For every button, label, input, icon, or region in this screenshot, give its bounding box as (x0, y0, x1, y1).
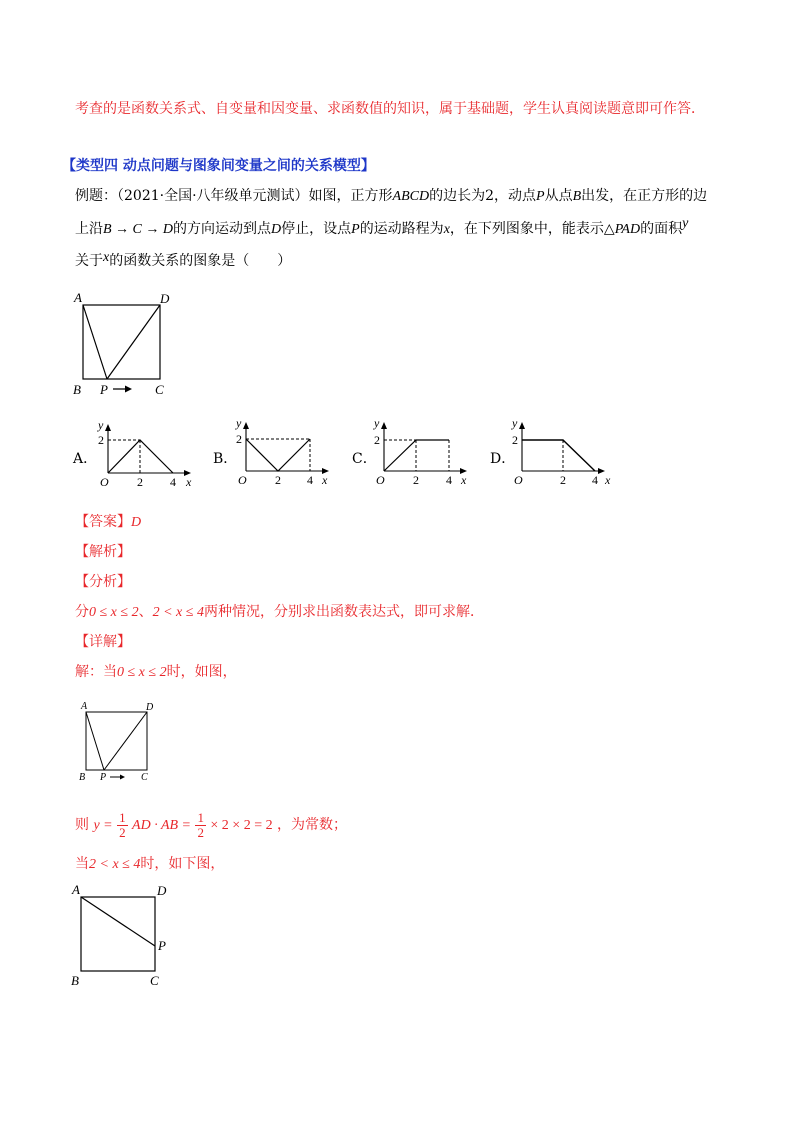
y-axis-arrow (381, 422, 387, 429)
tick-label-2: 2 (137, 475, 143, 489)
x-axis-arrow (598, 468, 605, 474)
square-figure-2 (76, 698, 162, 784)
segment-ap (86, 712, 104, 770)
option-c-letter: C． (352, 451, 377, 467)
axis-label-x: x (605, 473, 611, 487)
square-outline (81, 897, 155, 971)
problem-math: P (536, 189, 545, 204)
problem-text: ，在下列图象中，能表示△ (449, 221, 615, 237)
problem-text: 的方向运动到点 (173, 221, 271, 237)
tick-label-4: 4 (307, 473, 313, 487)
tick-label-4: 4 (170, 475, 176, 489)
fraction-denominator: 2 (119, 824, 126, 840)
tick-label-4: 4 (446, 473, 452, 487)
graph-option-a (92, 415, 202, 490)
problem-math: B (572, 189, 582, 204)
detail-text: 时，如下图， (140, 856, 225, 872)
graph-option-b (230, 413, 340, 488)
section-title: 【类型四 动点问题与图象间变量之间的关系模型】 (62, 158, 375, 174)
label-b: B (73, 382, 81, 397)
tick-label-2: 2 (275, 473, 281, 487)
detail-line-2 (75, 854, 224, 875)
formula-y: y = (93, 818, 113, 833)
formula-end: × 2 × 2 = 2 (210, 818, 273, 833)
motion-arrow-head (120, 775, 125, 780)
problem-math: x (443, 222, 450, 237)
tick-label-2: 2 (98, 433, 104, 447)
label-d: D (146, 702, 154, 713)
problem-math: P (351, 222, 360, 237)
problem-text: 例题：（2021·全国·八年级单元测试）如图，正方形 (75, 188, 393, 204)
axis-label-y: y (512, 416, 518, 430)
formula-mid: AD · AB = (132, 818, 191, 833)
label-c: C (155, 382, 164, 397)
fraction-half (117, 811, 128, 840)
y-axis-arrow (519, 422, 525, 429)
label-d: D (160, 291, 170, 306)
problem-math: ABCD (392, 189, 430, 204)
graph-option-c (368, 413, 478, 488)
square-figure-3 (68, 880, 178, 990)
problem-line-3 (75, 251, 291, 272)
fenxi-math: 2 < x ≤ 4 (152, 605, 204, 620)
label-d: D (157, 883, 167, 898)
label-a: A (81, 701, 88, 712)
axis-label-y: y (98, 418, 104, 432)
answer-label: 【答案】 (75, 514, 131, 530)
axis-label-x: x (322, 473, 328, 487)
problem-line-1 (75, 186, 707, 207)
square-figure-1 (70, 288, 180, 400)
fenxi-label: 【分析】 (75, 574, 131, 590)
fraction-numerator: 1 (197, 809, 204, 825)
formula-prefix: 则 (75, 817, 89, 833)
tick-label-4: 4 (592, 473, 598, 487)
segment-ap (83, 305, 107, 379)
problem-text: 的函数关系的图象是（ ） (109, 253, 292, 269)
origin-label: O (376, 473, 385, 487)
y-axis-arrow (243, 422, 249, 429)
option-b-letter: B． (213, 451, 238, 467)
y-axis-arrow (105, 424, 111, 431)
detail-math: 0 ≤ x ≤ 2 (117, 665, 167, 680)
fenxi-text-part: 、 (138, 604, 153, 620)
graph-line (522, 440, 595, 471)
problem-math: B → C → D (103, 222, 173, 237)
problem-text: 上沿 (75, 221, 103, 237)
option-d-letter: D． (490, 451, 516, 467)
fenxi-math: 0 ≤ x ≤ 2 (89, 605, 139, 620)
tick-label-2: 2 (374, 433, 380, 447)
detail-line-1 (75, 662, 237, 683)
fraction-denominator: 2 (197, 824, 204, 840)
graph-line (246, 439, 310, 471)
problem-text: 关于 (75, 253, 103, 269)
problem-text: 从点 (544, 188, 573, 204)
axis-label-x: x (186, 475, 192, 489)
formula-line (75, 802, 347, 848)
motion-arrow-head (125, 386, 132, 393)
option-a-letter: A． (73, 451, 98, 467)
label-c: C (150, 973, 159, 988)
problem-math: x (103, 250, 110, 265)
formula-suffix: ，为常数； (277, 817, 348, 833)
axis-label-y: y (236, 416, 242, 430)
label-c: C (141, 772, 148, 783)
problem-line-2 (75, 216, 689, 240)
detail-label: 【详解】 (75, 634, 131, 650)
label-b: B (71, 973, 79, 988)
tick-label-2: 2 (512, 433, 518, 447)
fraction-half (195, 811, 206, 840)
fraction-numerator: 1 (119, 809, 126, 825)
tick-label-2: 2 (236, 432, 242, 446)
detail-text: 解：当 (75, 664, 117, 680)
label-p: P (158, 938, 166, 953)
tick-label-2: 2 (413, 473, 419, 487)
problem-text: 的运动路程为 (359, 221, 444, 237)
detail-text: 当 (75, 856, 89, 872)
label-p: P (100, 382, 108, 397)
problem-math: y (682, 216, 689, 231)
segment-ap (81, 897, 155, 946)
intro-text: 考查的是函数关系式、自变量和因变量、求函数值的知识，属于基础题，学生认真阅读题意即可作答． (75, 101, 705, 117)
label-p: P (100, 772, 107, 783)
origin-label: O (100, 475, 109, 489)
problem-text: 出发，在正方形的边 (581, 188, 708, 204)
label-b: B (79, 772, 86, 783)
problem-text: 的面积 (640, 221, 683, 237)
detail-math: 2 < x ≤ 4 (89, 857, 141, 872)
problem-math: PAD (614, 222, 641, 237)
tick-label-2: 2 (560, 473, 566, 487)
label-a: A (74, 290, 82, 305)
axis-label-x: x (461, 473, 467, 487)
axis-label-y: y (374, 416, 380, 430)
answer-line (75, 512, 141, 533)
label-a: A (72, 882, 80, 897)
answer-value: D (131, 515, 142, 530)
graph-option-d (506, 413, 616, 488)
analysis-label: 【解析】 (75, 544, 131, 560)
segment-pd (104, 712, 147, 770)
problem-math: D (271, 222, 282, 237)
problem-text: 的边长为2，动点 (429, 188, 537, 204)
fenxi-text-part: 分 (75, 604, 89, 620)
detail-text: 时，如图， (166, 664, 237, 680)
problem-text: 停止，设点 (281, 221, 352, 237)
fenxi-text-part: 两种情况，分别求出函数表达式，即可求解． (203, 604, 484, 620)
fenxi-text (75, 602, 484, 623)
origin-label: O (238, 473, 247, 487)
segment-pd (107, 305, 160, 379)
origin-label: O (514, 473, 523, 487)
